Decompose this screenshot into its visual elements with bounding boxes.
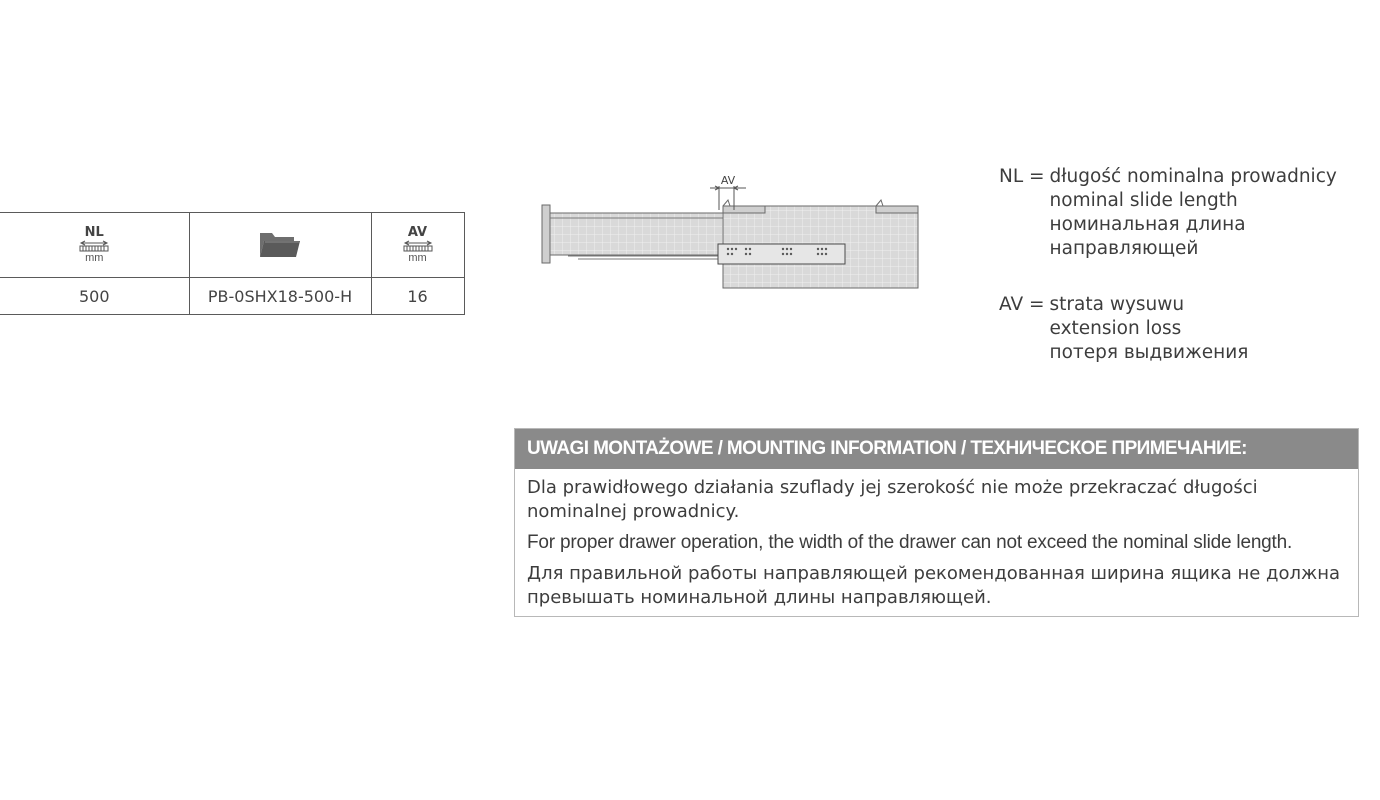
- header-nl-unit: mm: [85, 252, 104, 264]
- legend-av-line-pl: strata wysuwu: [1049, 294, 1185, 315]
- cell-av-value: 16: [371, 278, 464, 315]
- spec-table-header-row: [0, 213, 464, 278]
- av-dimension-label: AV: [720, 174, 736, 187]
- drawer-front-plate: [542, 205, 550, 263]
- mounting-info-pl: Dla prawidłowego działania szuflady jej szerokość nie może przekraczać długości nominalnej prowadnicy.: [527, 477, 1258, 522]
- drawer-body: [550, 213, 735, 255]
- cell-nl-value: 500: [0, 278, 189, 315]
- legend-av: [999, 293, 1337, 365]
- legend-av-line-ru: потеря выдвижения: [1049, 342, 1249, 363]
- folder-icon: [258, 229, 302, 261]
- header-code: [189, 213, 371, 278]
- header-av-unit: mm: [408, 252, 427, 264]
- legend: [999, 165, 1337, 365]
- header-nl-abbr: NL: [84, 225, 104, 240]
- mounting-info-title: UWAGI MONTAŻOWE / MOUNTING INFORMATION / ТЕХНИЧЕСКОЕ ПРИМЕЧАНИЕ:: [515, 429, 1358, 469]
- legend-nl-line-ru-2: направляющей: [1049, 238, 1199, 259]
- mounting-info-box: [514, 428, 1359, 617]
- spec-table: [0, 212, 465, 315]
- legend-nl-term: NL =: [999, 166, 1045, 187]
- legend-nl: [999, 165, 1337, 261]
- ruler-av-icon: [403, 226, 433, 264]
- legend-av-line-en: extension loss: [1049, 318, 1182, 339]
- slide-drawing: [538, 170, 923, 295]
- ruler-nl-icon: [79, 226, 109, 264]
- mounting-info-en: For proper drawer operation, the width of the drawer can not exceed the nominal slide length.: [527, 532, 1293, 553]
- legend-av-term: AV =: [999, 294, 1045, 315]
- cell-code-value: PB-0SHX18-500-H: [189, 278, 371, 315]
- mounting-info-ru: Для правильной работы направляющей рекомендованная ширина ящика не должна превышать номинальной длины направляющей.: [527, 563, 1340, 608]
- header-nl: [0, 213, 189, 278]
- legend-nl-line-pl: długość nominalna prowadnicy: [1049, 166, 1337, 187]
- legend-nl-line-ru: номинальная длина: [1049, 214, 1246, 235]
- header-av-abbr: AV: [407, 225, 428, 240]
- legend-nl-line-en: nominal slide length: [1049, 190, 1238, 211]
- header-av: [371, 213, 464, 278]
- spec-table-row: [0, 278, 464, 315]
